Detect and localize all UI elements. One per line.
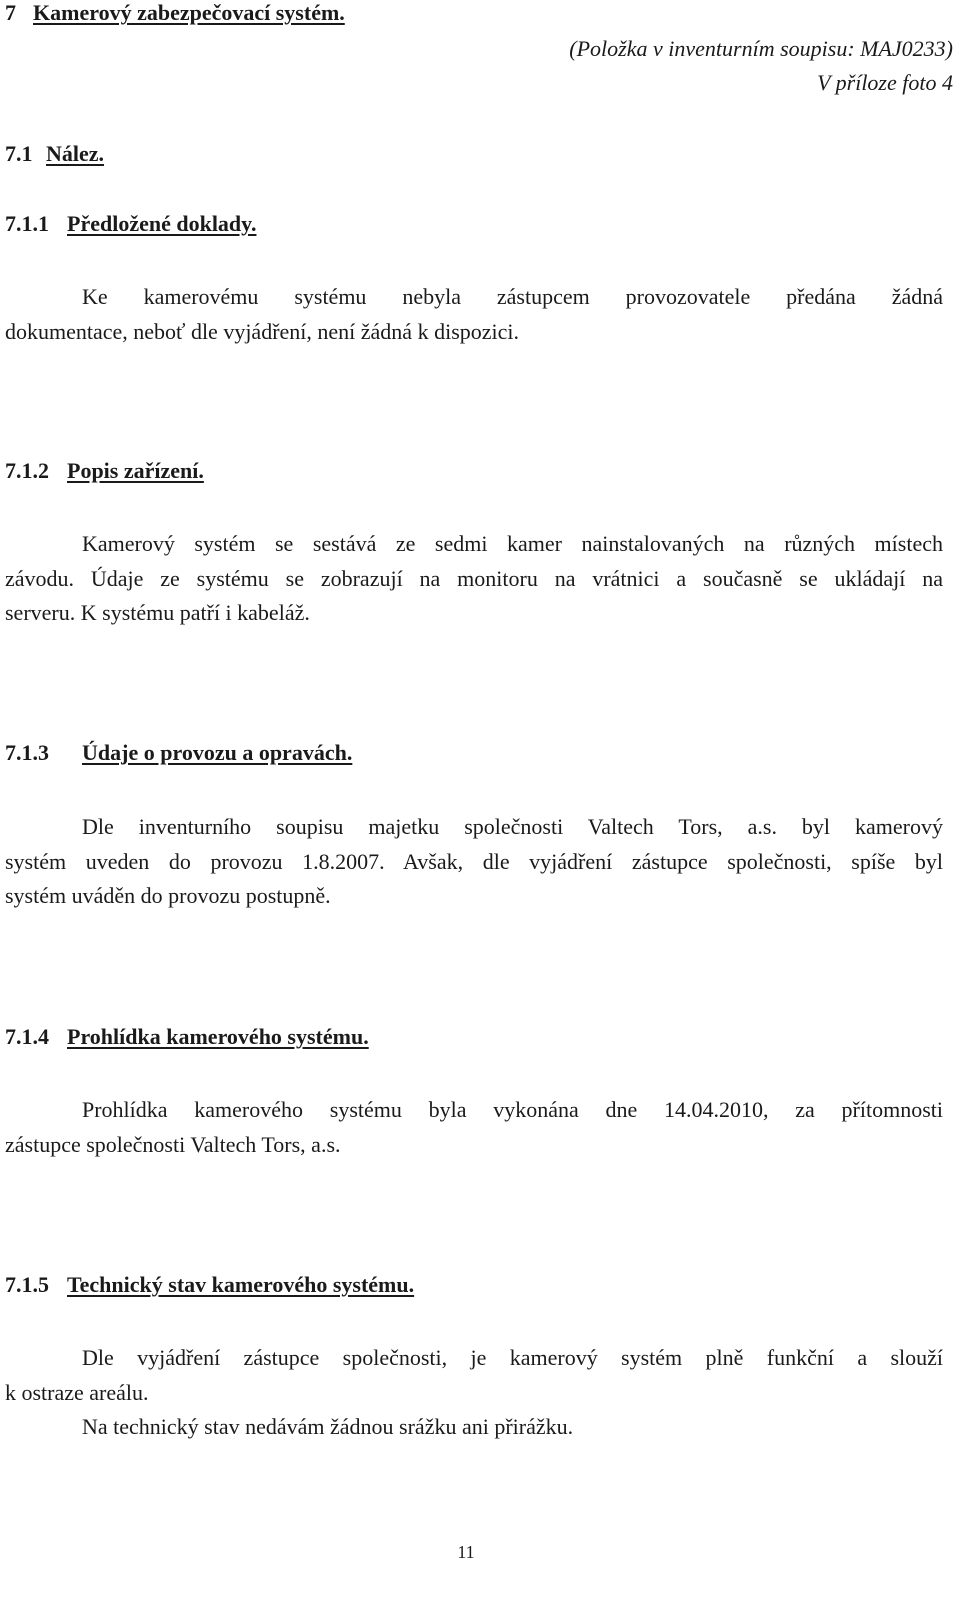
section-title: Předložené doklady. — [67, 211, 257, 236]
paragraph-line: Dle vyjádření zástupce společnosti, je kamerový systém plně funkční a slouží — [82, 1345, 943, 1370]
section-7-heading — [5, 0, 345, 26]
section-7-1-5-heading — [5, 1272, 414, 1298]
section-number: 7.1.1 — [5, 211, 49, 236]
section-number: 7.1.3 — [5, 740, 49, 765]
paragraph-line: Ke kamerovému systému nebyla zástupcem provozovatele předána žádná — [82, 284, 943, 309]
section-number: 7.1 — [5, 141, 33, 166]
section-7-1-3-paragraph — [5, 810, 943, 914]
paragraph-line: k ostraze areálu. — [5, 1379, 149, 1405]
paragraph-line: Kamerový systém se sestává ze sedmi kamer nainstalovaných na různých místech — [82, 531, 943, 556]
paragraph-line: Prohlídka kamerového systému byla vykonána dne 14.04.2010, za přítomnosti — [82, 1097, 943, 1122]
section-title: Prohlídka kamerového systému. — [67, 1024, 369, 1049]
paragraph-line: systém uváděn do provozu postupně. — [5, 883, 331, 909]
section-7-1-3-heading — [5, 740, 352, 766]
section-title: Nález. — [46, 141, 105, 166]
section-title: Technický stav kamerového systému. — [67, 1272, 415, 1297]
paragraph-line: Na technický stav nedávám žádnou srážku ani přirážku. — [82, 1414, 574, 1440]
section-title: Údaje o provozu a opravách. — [82, 740, 353, 765]
photo-reference: V příloze foto 4 — [817, 70, 953, 95]
section-7-1-1-paragraph — [5, 280, 943, 349]
section-title: Kamerový zabezpečovací systém. — [33, 0, 345, 25]
section-7-1-1-heading — [5, 211, 256, 237]
paragraph-line: závodu. Údaje ze systému se zobrazují na monitoru na vrátnici a současně se ukládají na — [5, 565, 943, 591]
page-number: 11 — [457, 1542, 475, 1562]
section-7-1-heading — [5, 141, 104, 167]
section-title: Popis zařízení. — [67, 458, 204, 483]
section-7-1-2-heading — [5, 458, 204, 484]
section-7-1-2-paragraph — [5, 527, 943, 631]
section-number: 7 — [5, 0, 16, 25]
paragraph-line: serveru. K systému patří i kabeláž. — [5, 600, 310, 626]
paragraph-line: systém uveden do provozu 1.8.2007. Avšak, dle vyjádření zástupce společnosti, spíše byl — [5, 848, 943, 874]
section-number: 7.1.4 — [5, 1024, 49, 1049]
section-number: 7.1.2 — [5, 458, 49, 483]
inventory-reference: (Položka v inventurním soupisu: MAJ0233) — [569, 36, 953, 61]
paragraph-line: dokumentace, neboť dle vyjádření, není žádná k dispozici. — [5, 318, 520, 344]
paragraph-line: Dle inventurního soupisu majetku společnosti Valtech Tors, a.s. byl kamerový — [82, 814, 943, 839]
section-number: 7.1.5 — [5, 1272, 49, 1297]
section-7-1-4-heading — [5, 1024, 369, 1050]
paragraph-line: zástupce společnosti Valtech Tors, a.s. — [5, 1131, 341, 1157]
section-7-1-4-paragraph — [5, 1093, 943, 1162]
section-7-1-5-paragraph — [5, 1341, 943, 1445]
